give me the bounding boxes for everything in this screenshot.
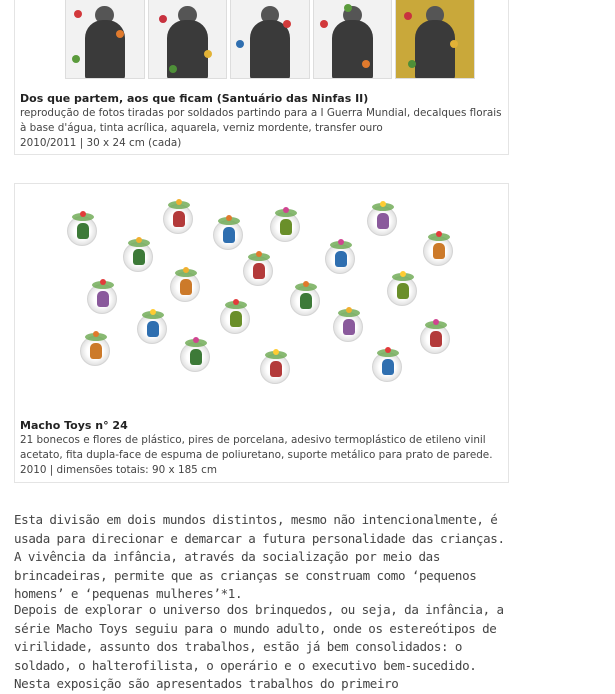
macho-toys-photo[interactable] [15,184,510,414]
porcelain-plate-figure [387,276,417,306]
artwork-materials: 21 bonecos e flores de plástico, pires de porcelana, adesivo termoplástico de etileno vinil acetato, fita dupla-face de espuma de poliuretano, suporte metálico para prato de parede. [20,434,493,461]
artwork-card-macho-toys [14,183,509,483]
soldier-photo-2[interactable] [148,0,228,79]
artwork-details: 2010 | dimensões totais: 90 x 185 cm [20,464,217,476]
porcelain-plate-figure [137,314,167,344]
artwork-materials: reprodução de fotos tiradas por soldados partindo para a I Guerra Mundial, decalques florais à base d'água, tinta acrílica, aquarela, verniz mordente, transfer ouro [20,107,502,134]
artwork-caption [20,418,506,478]
porcelain-plate-figure [423,236,453,266]
artwork-title: Dos que partem, aos que ficam (Santuário das Ninfas II) [20,92,369,105]
porcelain-plate-figure [333,312,363,342]
artwork-caption [20,91,506,151]
porcelain-plate-figure [325,244,355,274]
soldier-photo-1[interactable] [65,0,145,79]
porcelain-plate-figure [213,220,243,250]
porcelain-plate-figure [372,352,402,382]
porcelain-plate-figure [80,336,110,366]
porcelain-plate-figure [87,284,117,314]
porcelain-plate-figure [420,324,450,354]
porcelain-plate-figure [367,206,397,236]
porcelain-plate-figure [290,286,320,316]
porcelain-plate-figure [170,272,200,302]
soldier-photo-3[interactable] [230,0,310,79]
porcelain-plate-figure [220,304,250,334]
porcelain-plate-figure [260,354,290,384]
porcelain-plate-figure [163,204,193,234]
artwork-title: Macho Toys n° 24 [20,419,128,432]
porcelain-plate-figure [180,342,210,372]
article-paragraph: Depois de explorar o universo dos brinquedos, ou seja, da infância, a série Macho Toys seguiu para o mundo adulto, onde os estereótipos de virilidade, assunto dos trabalhos, estão já bem consolidados: o soldado, o halterofilista, o operário e o executivo bem-sucedido. Nesta exposição são apresentados trabalhos do primeiro [14,602,504,691]
porcelain-plate-figure [123,242,153,272]
soldier-photo-4[interactable] [313,0,393,79]
soldier-photo-5[interactable] [395,0,475,79]
artwork-details: 2010/2011 | 30 x 24 cm (cada) [20,137,182,149]
artwork-photo-strip [65,0,475,79]
article-paragraph: Esta divisão em dois mundos distintos, mesmo não intencionalmente, é usada para direcionar e demarcar a futura personalidade das crianças. A vivência da infância, através da socialização por meio das brincadeiras, permite que as crianças se construam como ‘pequenos homens’ e ‘pequenas mulheres’*1. [14,512,505,601]
artwork-card-dos-que-partem [14,0,509,155]
porcelain-plate-figure [67,216,97,246]
porcelain-plate-figure [270,212,300,242]
porcelain-plate-figure [243,256,273,286]
